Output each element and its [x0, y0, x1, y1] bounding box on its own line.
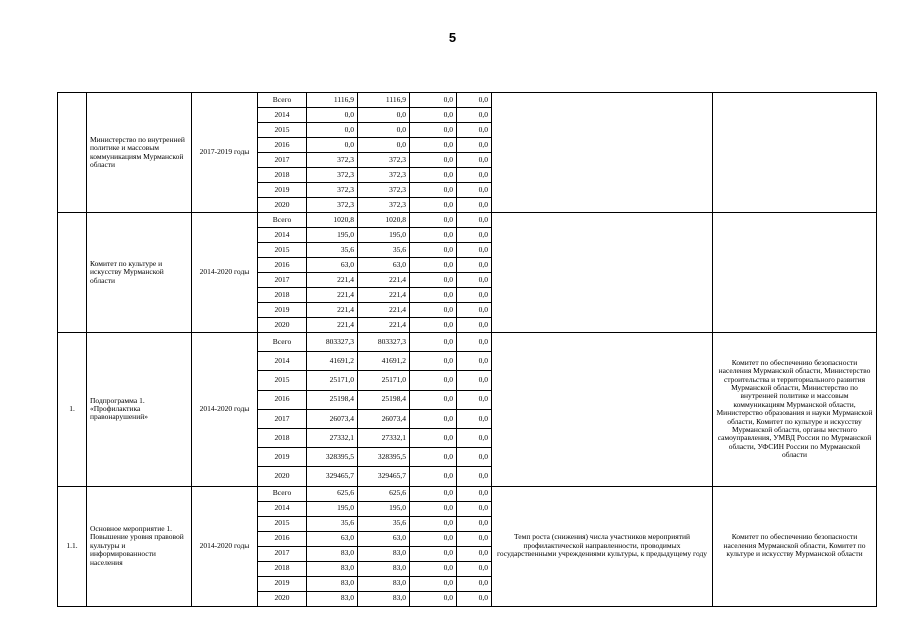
federal-cell: 0,0 — [410, 153, 457, 168]
regional-cell: 26073,4 — [358, 409, 410, 428]
year-cell: 2017 — [258, 409, 307, 428]
regional-cell: 1020,8 — [358, 213, 410, 228]
regional-cell: 221,4 — [358, 288, 410, 303]
other-cell: 0,0 — [457, 531, 492, 546]
total-cell: 35,6 — [307, 516, 358, 531]
year-cell: 2015 — [258, 371, 307, 390]
regional-cell: 372,3 — [358, 198, 410, 213]
year-cell: 2019 — [258, 448, 307, 467]
year-cell: 2014 — [258, 352, 307, 371]
year-cell: 2016 — [258, 138, 307, 153]
federal-cell: 0,0 — [410, 258, 457, 273]
federal-cell: 0,0 — [410, 409, 457, 428]
other-cell: 0,0 — [457, 168, 492, 183]
federal-cell: 0,0 — [410, 428, 457, 447]
federal-cell: 0,0 — [410, 93, 457, 108]
total-cell: 1020,8 — [307, 213, 358, 228]
year-cell: 2014 — [258, 108, 307, 123]
total-cell: 372,3 — [307, 198, 358, 213]
federal-cell: 0,0 — [410, 591, 457, 606]
total-cell: 328395,5 — [307, 448, 358, 467]
regional-cell: 35,6 — [358, 243, 410, 258]
federal-cell: 0,0 — [410, 273, 457, 288]
other-cell: 0,0 — [457, 546, 492, 561]
total-cell: 41691,2 — [307, 352, 358, 371]
other-cell: 0,0 — [457, 258, 492, 273]
item-number — [58, 213, 87, 333]
year-cell: 2020 — [258, 198, 307, 213]
federal-cell: 0,0 — [410, 183, 457, 198]
year-cell: Всего — [258, 213, 307, 228]
year-cell: 2018 — [258, 561, 307, 576]
total-cell: 803327,3 — [307, 333, 358, 352]
total-cell: 221,4 — [307, 273, 358, 288]
total-cell: 625,6 — [307, 486, 358, 501]
federal-cell: 0,0 — [410, 546, 457, 561]
year-cell: 2018 — [258, 428, 307, 447]
regional-cell: 35,6 — [358, 516, 410, 531]
item-number: 1.1. — [58, 486, 87, 606]
other-cell: 0,0 — [457, 213, 492, 228]
item-period: 2014-2020 годы — [192, 486, 258, 606]
federal-cell: 0,0 — [410, 288, 457, 303]
regional-cell: 63,0 — [358, 258, 410, 273]
federal-cell: 0,0 — [410, 467, 457, 486]
regional-cell: 195,0 — [358, 228, 410, 243]
other-cell: 0,0 — [457, 108, 492, 123]
table-row — [58, 486, 877, 501]
federal-cell: 0,0 — [410, 243, 457, 258]
year-cell: 2016 — [258, 531, 307, 546]
year-cell: 2019 — [258, 576, 307, 591]
total-cell: 63,0 — [307, 531, 358, 546]
year-cell: 2020 — [258, 591, 307, 606]
regional-cell: 83,0 — [358, 591, 410, 606]
regional-cell: 372,3 — [358, 153, 410, 168]
federal-cell: 0,0 — [410, 123, 457, 138]
regional-cell: 372,3 — [358, 168, 410, 183]
item-period: 2014-2020 годы — [192, 213, 258, 333]
other-cell: 0,0 — [457, 153, 492, 168]
federal-cell: 0,0 — [410, 168, 457, 183]
other-cell: 0,0 — [457, 243, 492, 258]
regional-cell: 27332,1 — [358, 428, 410, 447]
federal-cell: 0,0 — [410, 213, 457, 228]
total-cell: 83,0 — [307, 576, 358, 591]
federal-cell: 0,0 — [410, 318, 457, 333]
federal-cell: 0,0 — [410, 486, 457, 501]
total-cell: 26073,4 — [307, 409, 358, 428]
other-cell: 0,0 — [457, 591, 492, 606]
total-cell: 25198,4 — [307, 390, 358, 409]
year-cell: 2020 — [258, 318, 307, 333]
year-cell: 2016 — [258, 258, 307, 273]
total-cell: 195,0 — [307, 501, 358, 516]
total-cell: 63,0 — [307, 258, 358, 273]
other-cell: 0,0 — [457, 138, 492, 153]
regional-cell: 83,0 — [358, 576, 410, 591]
other-cell: 0,0 — [457, 183, 492, 198]
year-cell: 2016 — [258, 390, 307, 409]
federal-cell: 0,0 — [410, 138, 457, 153]
table-row — [58, 213, 877, 228]
other-cell: 0,0 — [457, 428, 492, 447]
other-cell: 0,0 — [457, 288, 492, 303]
executors-cell — [713, 213, 877, 333]
total-cell: 0,0 — [307, 108, 358, 123]
year-cell: Всего — [258, 333, 307, 352]
executors-cell: Комитет по обеспечению безопасности населения Мурманской области, Министерство строительства и территориального развития Мурманской области, Министерство по внутренней политике и массовым коммуникациям Мурманской области, Министерство образования и науки Мурманской области, Комитет по культуре и искусству Мурманской области, органы местного самоуправления, УМВД России по Мурманской области, УФСИН России по Мурманской области — [713, 333, 877, 487]
other-cell: 0,0 — [457, 371, 492, 390]
federal-cell: 0,0 — [410, 390, 457, 409]
other-cell: 0,0 — [457, 273, 492, 288]
federal-cell: 0,0 — [410, 561, 457, 576]
year-cell: 2015 — [258, 123, 307, 138]
other-cell: 0,0 — [457, 561, 492, 576]
year-cell: 2017 — [258, 153, 307, 168]
other-cell: 0,0 — [457, 198, 492, 213]
other-cell: 0,0 — [457, 516, 492, 531]
regional-cell: 803327,3 — [358, 333, 410, 352]
other-cell: 0,0 — [457, 318, 492, 333]
regional-cell: 83,0 — [358, 561, 410, 576]
year-cell: 2014 — [258, 501, 307, 516]
year-cell: 2019 — [258, 303, 307, 318]
regional-cell: 221,4 — [358, 273, 410, 288]
federal-cell: 0,0 — [410, 501, 457, 516]
program-funding-table — [57, 92, 877, 607]
other-cell: 0,0 — [457, 123, 492, 138]
year-cell: 2017 — [258, 273, 307, 288]
item-period: 2017-2019 годы — [192, 93, 258, 213]
regional-cell: 221,4 — [358, 303, 410, 318]
regional-cell: 25171,0 — [358, 371, 410, 390]
total-cell: 0,0 — [307, 138, 358, 153]
federal-cell: 0,0 — [410, 228, 457, 243]
federal-cell: 0,0 — [410, 352, 457, 371]
federal-cell: 0,0 — [410, 576, 457, 591]
year-cell: 2020 — [258, 467, 307, 486]
page-number: 5 — [448, 30, 457, 45]
item-name: Основное мероприятие 1. Повышение уровня правовой культуры и информированности населения — [87, 486, 192, 606]
indicator-cell — [492, 333, 713, 487]
other-cell: 0,0 — [457, 228, 492, 243]
indicator-cell: Темп роста (снижения) числа участников мероприятий профилактической направленности, проводимых государственными учреждениями культуры, к предыдущему году — [492, 486, 713, 606]
indicator-cell — [492, 213, 713, 333]
other-cell: 0,0 — [457, 93, 492, 108]
other-cell: 0,0 — [457, 352, 492, 371]
other-cell: 0,0 — [457, 448, 492, 467]
total-cell: 83,0 — [307, 561, 358, 576]
total-cell: 27332,1 — [307, 428, 358, 447]
federal-cell: 0,0 — [410, 371, 457, 390]
executors-cell: Комитет по обеспечению безопасности населения Мурманской области, Комитет по культуре и искусству Мурманской области — [713, 486, 877, 606]
other-cell: 0,0 — [457, 467, 492, 486]
total-cell: 221,4 — [307, 303, 358, 318]
regional-cell: 195,0 — [358, 501, 410, 516]
other-cell: 0,0 — [457, 501, 492, 516]
item-name: Комитет по культуре и искусству Мурманской области — [87, 213, 192, 333]
regional-cell: 83,0 — [358, 546, 410, 561]
indicator-cell — [492, 93, 713, 213]
year-cell: 2019 — [258, 183, 307, 198]
regional-cell: 328395,5 — [358, 448, 410, 467]
regional-cell: 25198,4 — [358, 390, 410, 409]
item-period: 2014-2020 годы — [192, 333, 258, 487]
regional-cell: 625,6 — [358, 486, 410, 501]
regional-cell: 0,0 — [358, 138, 410, 153]
regional-cell: 41691,2 — [358, 352, 410, 371]
item-number: 1. — [58, 333, 87, 487]
total-cell: 329465,7 — [307, 467, 358, 486]
regional-cell: 372,3 — [358, 183, 410, 198]
year-cell: 2015 — [258, 243, 307, 258]
other-cell: 0,0 — [457, 576, 492, 591]
regional-cell: 329465,7 — [358, 467, 410, 486]
total-cell: 372,3 — [307, 183, 358, 198]
regional-cell: 63,0 — [358, 531, 410, 546]
other-cell: 0,0 — [457, 333, 492, 352]
item-name: Министерство по внутренней политике и массовым коммуникациям Мурманской области — [87, 93, 192, 213]
year-cell: 2014 — [258, 228, 307, 243]
federal-cell: 0,0 — [410, 303, 457, 318]
total-cell: 221,4 — [307, 288, 358, 303]
total-cell: 372,3 — [307, 153, 358, 168]
federal-cell: 0,0 — [410, 531, 457, 546]
year-cell: 2015 — [258, 516, 307, 531]
other-cell: 0,0 — [457, 486, 492, 501]
regional-cell: 0,0 — [358, 108, 410, 123]
total-cell: 35,6 — [307, 243, 358, 258]
other-cell: 0,0 — [457, 409, 492, 428]
total-cell: 25171,0 — [307, 371, 358, 390]
total-cell: 0,0 — [307, 123, 358, 138]
federal-cell: 0,0 — [410, 198, 457, 213]
year-cell: 2018 — [258, 288, 307, 303]
other-cell: 0,0 — [457, 303, 492, 318]
regional-cell: 221,4 — [358, 318, 410, 333]
item-number — [58, 93, 87, 213]
year-cell: 2017 — [258, 546, 307, 561]
year-cell: 2018 — [258, 168, 307, 183]
item-name: Подпрограмма 1. «Профилактика правонарушений» — [87, 333, 192, 487]
total-cell: 372,3 — [307, 168, 358, 183]
total-cell: 83,0 — [307, 546, 358, 561]
federal-cell: 0,0 — [410, 448, 457, 467]
table-row — [58, 93, 877, 108]
year-cell: Всего — [258, 486, 307, 501]
total-cell: 1116,9 — [307, 93, 358, 108]
regional-cell: 1116,9 — [358, 93, 410, 108]
total-cell: 195,0 — [307, 228, 358, 243]
total-cell: 83,0 — [307, 591, 358, 606]
table-row — [58, 333, 877, 352]
regional-cell: 0,0 — [358, 123, 410, 138]
year-cell: Всего — [258, 93, 307, 108]
other-cell: 0,0 — [457, 390, 492, 409]
total-cell: 221,4 — [307, 318, 358, 333]
federal-cell: 0,0 — [410, 333, 457, 352]
federal-cell: 0,0 — [410, 516, 457, 531]
executors-cell — [713, 93, 877, 213]
federal-cell: 0,0 — [410, 108, 457, 123]
